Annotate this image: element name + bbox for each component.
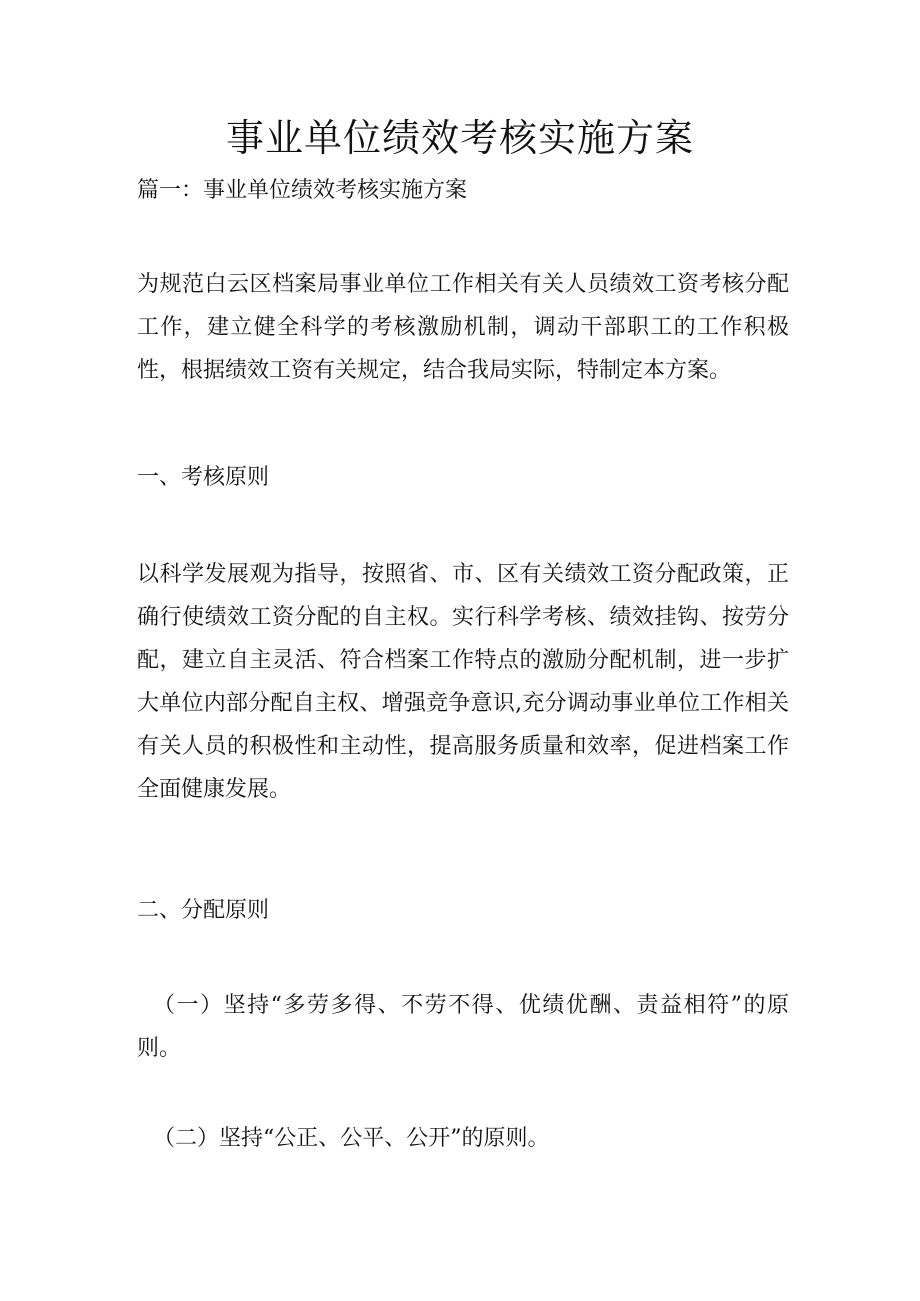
assessment-principles-paragraph: 以科学发展观为指导，按照省、市、区有关绩效工资分配政策，正确行使绩效工资分配的自主权。实行科学考核、绩效挂钩、按劳分配，建立自主灵活、符合档案工作特点的激励分配机制，进一步扩大单位内部分配自主权、增强竞争意识,充分调动事业单位工作相关有关人员的积极性和主动性，提高服务质量和效率，促进档案工作全面健康发展。 <box>137 562 789 802</box>
section-heading-assessment-principles: 一、考核原则 <box>137 465 270 490</box>
document-subtitle: 篇一：事业单位绩效考核实施方案 <box>137 178 468 203</box>
section-heading-distribution-principles: 二、分配原则 <box>137 898 270 923</box>
distribution-principle-item-2: （二）坚持“公正、公平、公开”的原则。 <box>153 1126 550 1151</box>
intro-paragraph: 为规范白云区档案局事业单位工作相关有关人员绩效工资考核分配工作，建立健全科学的考核激励机制，调动干部职工的工作积极性，根据绩效工资有关规定，结合我局实际，特制定本方案。 <box>137 272 789 383</box>
document-title: 事业单位绩效考核实施方案 <box>225 116 694 160</box>
distribution-principle-item-1: （一）坚持“多劳多得、不劳不得、优绩优酬、责益相符”的原则。 <box>137 993 789 1061</box>
